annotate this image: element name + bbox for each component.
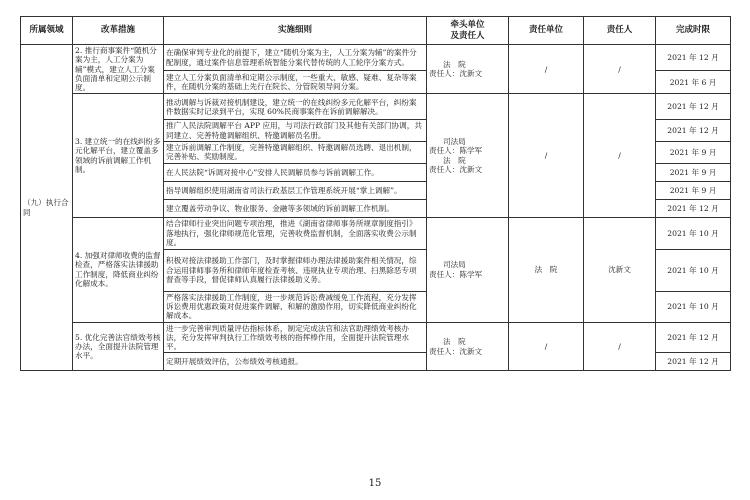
detail-cell: 建立覆盖劳动争议、物业服务、金融等多领域的诉前调解工作机制。: [164, 199, 427, 217]
detail-cell: 建立诉前调解工作制度，完善特邀调解组织、特邀调解员选聘、退出机制，完善补贴、奖励制度。: [164, 142, 427, 164]
resp-unit-cell: /: [509, 322, 584, 371]
header-detail: 实施细则: [164, 17, 427, 45]
detail-cell: 结合律师行业突出问题专项治理，推进《湖南省律师事务所规章制度指引》落地执行，强化律师规范化管理，完善收费监督机制，全面落实收费公示制度。: [164, 217, 427, 249]
lead-line: 责任人：陈学军: [429, 146, 483, 156]
resp-unit-cell: /: [509, 94, 584, 217]
measure-cell: 3. 建立统一的在线纠纷多元化解平台，建立覆盖多领域的诉前调解工作机制。: [73, 94, 164, 217]
detail-cell: 建立人工分案负面清单和定期公示制度，一些重大、敏感、疑难、复杂等案件，在随机分案的基础上先行在院长、分管院领导间分案。: [164, 71, 427, 94]
deadline-cell: 2021 年 12 月: [656, 322, 731, 353]
detail-cell: 在确保审判专业化的前提下，建立“随机分案为主，人工分案为辅”的案件分配制度，通过案件信息管理系统智能分案代替传统的人工轮序分案方式。: [164, 45, 427, 71]
lead-line: 责任人：沈新文: [429, 69, 483, 79]
lead-line: 法 院: [443, 59, 466, 69]
resp-person-cell: /: [584, 94, 656, 217]
resp-person-cell: 沈新文: [584, 217, 656, 322]
table-row: [21, 322, 731, 353]
measure-cell: 5. 优化完善法官绩效考核办法，全面提升法院管理水平。: [73, 322, 164, 371]
field-cell: （九）执行合同: [21, 45, 73, 371]
lead-line: 法 院: [443, 337, 466, 347]
detail-cell: 在人民法院“诉调对接中心”安排人民调解员参与诉前调解工作。: [164, 163, 427, 181]
deadline-cell: 2021 年 12 月: [656, 94, 731, 120]
lead-line: 责任人：沈新文: [429, 164, 483, 174]
deadline-cell: 2021 年 12 月: [656, 45, 731, 71]
deadline-cell: 2021 年 10 月: [656, 291, 731, 322]
deadline-cell: 2021 年 9 月: [656, 181, 731, 199]
header-lead-text: 牵头单位 及责任人: [450, 19, 485, 41]
detail-cell: 严格落实法律援助工作制度，进一步规范诉讼费减缓免工作流程，充分发挥诉讼费用优惠政策对促进案件调解、和解的激励作用，切实降低商业纠纷化解成本。: [164, 291, 427, 322]
lead-line: 司法局: [443, 136, 466, 146]
lead-line: 责任人：陈学军: [429, 269, 483, 279]
header-deadline: 完成时限: [656, 17, 731, 45]
table-row: [21, 45, 731, 71]
lead-cell: [427, 94, 509, 217]
detail-cell: 进一步完善审判质量评估指标体系，制定完成法官和法官助理绩效考核办法，充分发挥审判执行工作绩效考核的指挥棒作用，全面提升法院管理水平。: [164, 322, 427, 353]
deadline-cell: 2021 年 6 月: [656, 71, 731, 94]
resp-unit-cell: 法 院: [509, 217, 584, 322]
lead-cell: [427, 322, 509, 371]
deadline-cell: 2021 年 10 月: [656, 249, 731, 291]
detail-cell: 定期开展绩效评估，公布绩效考核通报。: [164, 353, 427, 371]
header-resp-person: 责任人: [584, 17, 656, 45]
detail-cell: 积极对接法律援助工作部门，及时掌握律师办理法律援助案件相关情况，综合运用律师事务所和律师年度检查考核、违规执业专项治理、扫黑除恶专项督查等手段，督促律师认真履行法律援助义务。: [164, 249, 427, 291]
header-lead: [427, 17, 509, 45]
implementation-table: [20, 16, 731, 371]
table-row: [21, 94, 731, 120]
lead-line: 法 院: [443, 155, 466, 165]
detail-cell: 推动调解与诉裁对接机制建设，建立统一的在线纠纷多元化解平台，纠纷案件数据实时记录到平台，实现 60%民商事案件在诉前调解解决。: [164, 94, 427, 120]
deadline-cell: 2021 年 10 月: [656, 217, 731, 249]
header-field: 所属领域: [21, 17, 73, 45]
lead-line: 司法局: [443, 260, 466, 270]
header-measure: 改革措施: [73, 17, 164, 45]
table-body: [21, 45, 731, 371]
deadline-cell: 2021 年 12 月: [656, 353, 731, 371]
lead-line: 责任人：沈新文: [429, 346, 483, 356]
resp-unit-cell: /: [509, 45, 584, 94]
lead-cell: [427, 217, 509, 322]
lead-cell: [427, 45, 509, 94]
header-resp-unit: 责任单位: [509, 17, 584, 45]
deadline-cell: 2021 年 12 月: [656, 120, 731, 142]
deadline-cell: 2021 年 9 月: [656, 142, 731, 164]
deadline-cell: 2021 年 12 月: [656, 199, 731, 217]
deadline-cell: 2021 年 9 月: [656, 163, 731, 181]
table-row: [21, 217, 731, 249]
detail-cell: 推广人民法院调解平台 APP 应用，与司法行政部门及其他有关部门协调，共同建立、完善特邀调解组织、特邀调解员名册。: [164, 120, 427, 142]
page-number: 15: [368, 478, 382, 489]
resp-person-cell: /: [584, 322, 656, 371]
resp-person-cell: /: [584, 45, 656, 94]
detail-cell: 指导调解组织使用湖南省司法行政基层工作管理系统开展“掌上调解”。: [164, 181, 427, 199]
measure-cell: 2. 推行商事案件“随机分案为主，人工分案为辅”模式，建立人工分案负面清单和定期公示制度。: [73, 45, 164, 94]
header-row: [21, 17, 731, 45]
measure-cell: 4. 加强对律师收费的监督检查，严格落实法律援助工作制度，降低商业纠纷化解成本。: [73, 217, 164, 322]
